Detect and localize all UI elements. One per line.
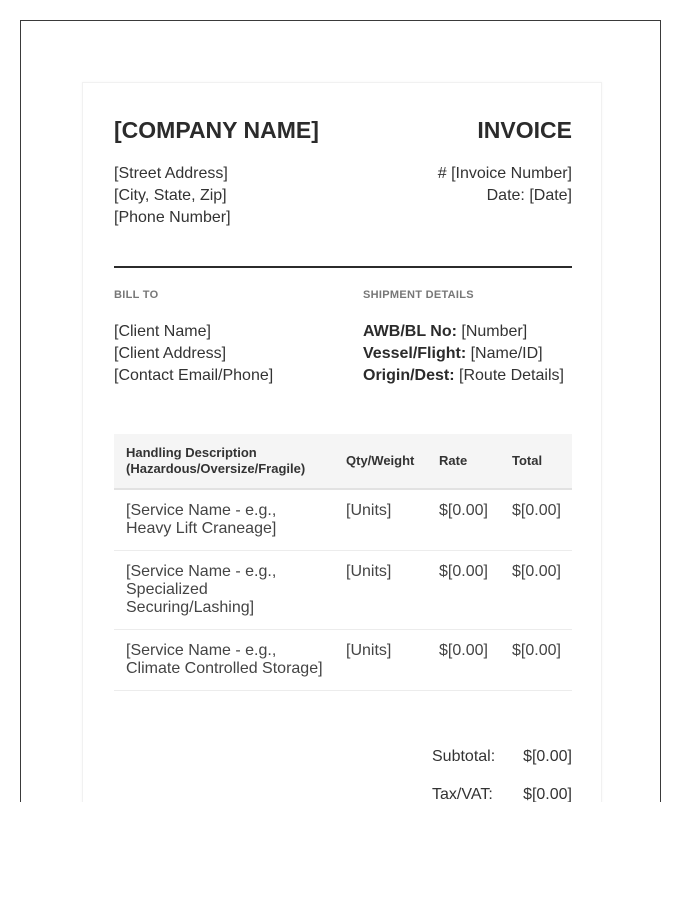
row-total: $[0.00] [500, 630, 572, 691]
header-divider [114, 266, 572, 268]
client-name: [Client Name] [114, 323, 211, 340]
company-name: [COMPANY NAME] [114, 117, 319, 143]
route-value: [Route Details] [459, 367, 564, 384]
header-description-line1: Handling Description [126, 445, 257, 460]
invoice-date: Date: [Date] [486, 187, 572, 204]
row-description: [Service Name - e.g., Specialized Securing/Lashing] [114, 551, 334, 630]
subtotal-row [432, 747, 572, 785]
row-qty: [Units] [334, 551, 427, 630]
shipment-block [363, 321, 564, 387]
row-rate: $[0.00] [427, 630, 500, 691]
awb-line [363, 321, 564, 343]
table-row [114, 551, 572, 630]
header-description-line2: (Hazardous/Oversize/Fragile) [126, 461, 306, 476]
company-address [114, 163, 231, 229]
row-description: [Service Name - e.g., Climate Controlled Storage] [114, 630, 334, 691]
invoice-title: INVOICE [477, 117, 572, 143]
vessel-label: Vessel/Flight: [363, 345, 467, 362]
invoice-meta [438, 163, 572, 207]
row-rate: $[0.00] [427, 489, 500, 551]
line-items-table [114, 434, 572, 691]
row-total: $[0.00] [500, 551, 572, 630]
table-row [114, 489, 572, 551]
route-label: Origin/Dest: [363, 367, 455, 384]
tax-value: $[0.00] [523, 786, 572, 802]
document-viewport [20, 20, 661, 802]
vessel-line [363, 343, 564, 365]
route-line [363, 365, 564, 387]
client-address: [Client Address] [114, 345, 227, 362]
totals-block [432, 747, 572, 802]
header-description [114, 434, 334, 489]
bill-to-label: BILL TO [114, 289, 159, 301]
bill-to-block [114, 321, 273, 387]
company-street: [Street Address] [114, 165, 228, 182]
tax-label: Tax/VAT: [432, 786, 493, 802]
subtotal-value: $[0.00] [523, 748, 572, 765]
header-total: Total [500, 434, 572, 489]
awb-value: [Number] [461, 323, 528, 340]
row-qty: [Units] [334, 489, 427, 551]
vessel-value: [Name/ID] [470, 345, 543, 362]
header-rate: Rate [427, 434, 500, 489]
invoice-page [82, 82, 602, 802]
row-rate: $[0.00] [427, 551, 500, 630]
header-qty: Qty/Weight [334, 434, 427, 489]
subtotal-label: Subtotal: [432, 748, 496, 765]
client-contact: [Contact Email/Phone] [114, 367, 274, 384]
invoice-number: # [Invoice Number] [437, 165, 572, 182]
row-qty: [Units] [334, 630, 427, 691]
table-row [114, 630, 572, 691]
shipment-details-label: SHIPMENT DETAILS [363, 289, 474, 301]
company-phone: [Phone Number] [114, 209, 231, 226]
row-description: [Service Name - e.g., Heavy Lift Craneage] [114, 489, 334, 551]
table-header-row [114, 434, 572, 489]
awb-label: AWB/BL No: [363, 323, 457, 340]
tax-row [432, 785, 572, 802]
row-total: $[0.00] [500, 489, 572, 551]
company-city-state-zip: [City, State, Zip] [114, 187, 227, 204]
